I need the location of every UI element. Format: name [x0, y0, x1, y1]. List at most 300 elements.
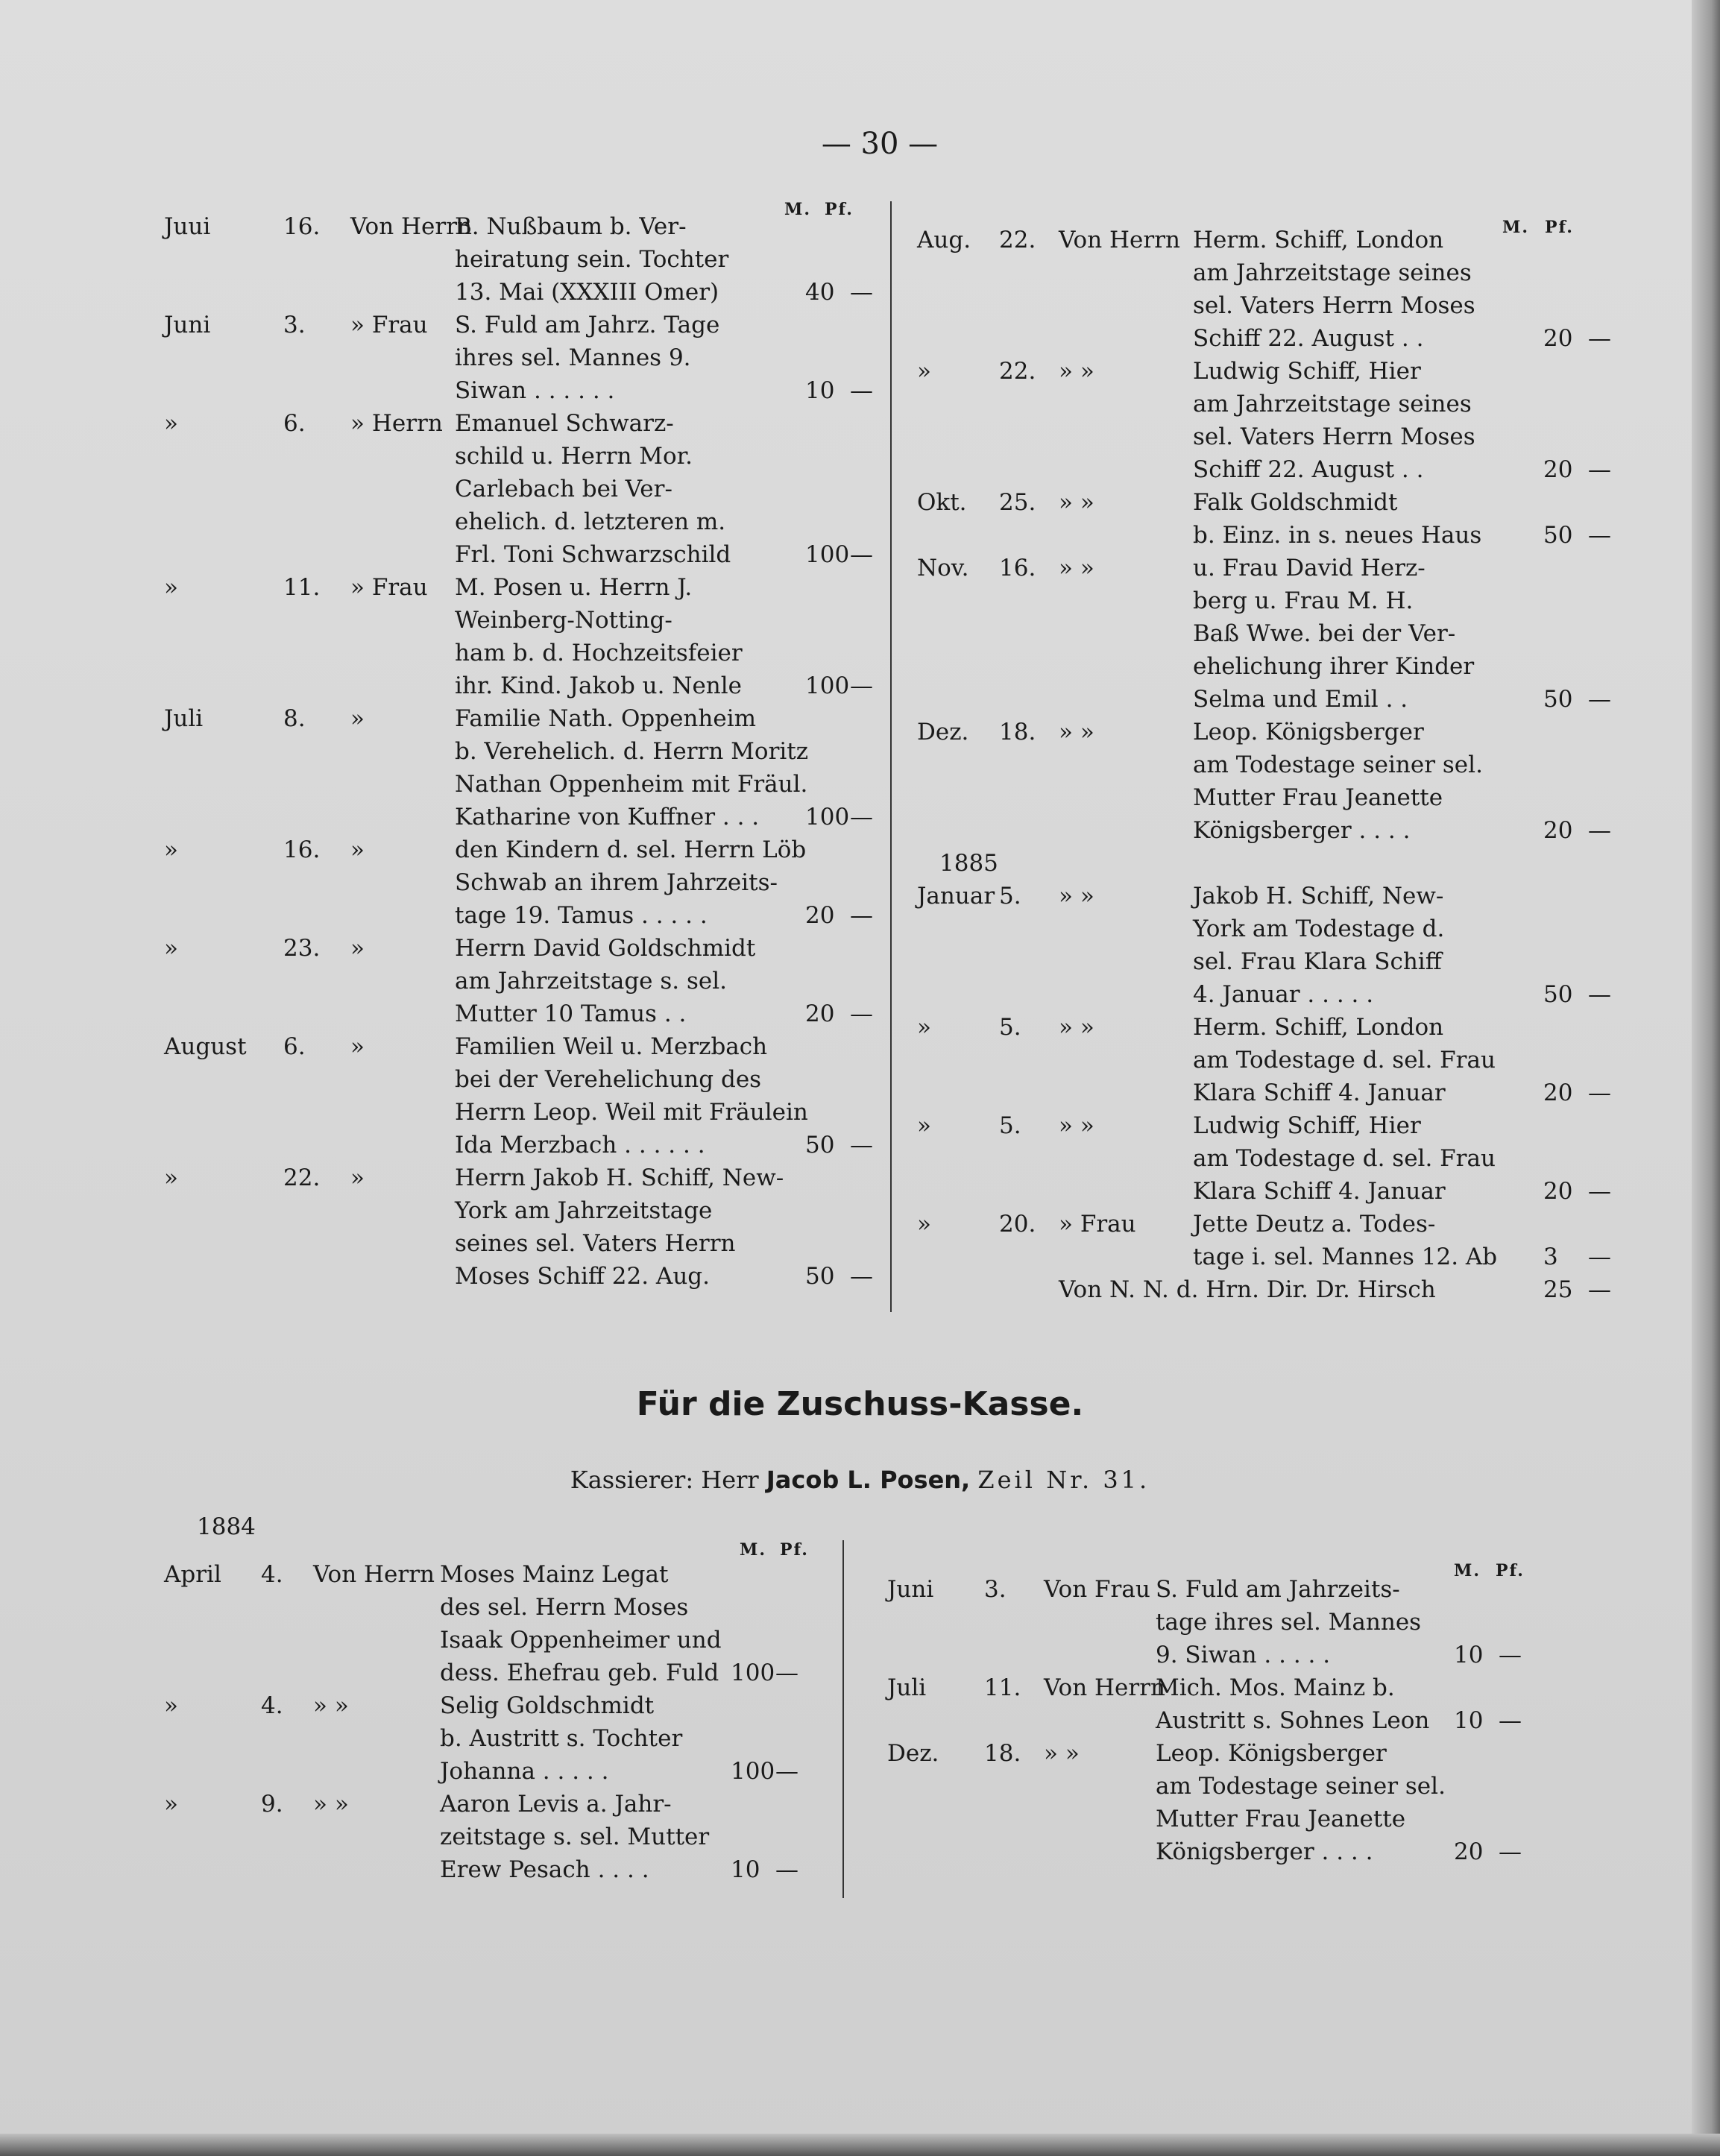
- entry-day: 18.: [984, 1740, 1021, 1767]
- entry-amount-mark: 20: [1543, 325, 1573, 352]
- entry-amount-mark: 10: [1454, 1707, 1484, 1734]
- entry-amount-pf: —: [850, 377, 873, 404]
- year-1884: 1884: [197, 1513, 256, 1540]
- entry-line: [917, 781, 1618, 814]
- entry-amount-pf: —: [1588, 1079, 1611, 1106]
- entry-line: [917, 650, 1618, 683]
- entry-amount-pf: —: [1588, 817, 1611, 844]
- entry-month: »: [164, 935, 178, 962]
- column-header-m-bottom: M.: [740, 1540, 767, 1560]
- entry-line: [917, 256, 1618, 289]
- entry-donor-prefix: » »: [313, 1791, 349, 1818]
- entry-month: »: [917, 1014, 931, 1041]
- entry-line: [164, 538, 873, 571]
- donation-list-top-right: [917, 224, 1618, 1306]
- entry-text: Von N. N. d. Hrn. Dir. Dr. Hirsch: [1059, 1276, 1436, 1303]
- entry-text: zeitstage s. sel. Mutter: [440, 1824, 710, 1850]
- entry-month: Juui: [164, 213, 211, 240]
- entry-donor-prefix: » »: [1059, 1112, 1094, 1139]
- entry-amount-pf: —: [850, 804, 873, 830]
- entry-text: Königsberger . . . .: [1193, 817, 1411, 844]
- entry-line: [917, 945, 1618, 978]
- entry-amount-pf: —: [850, 1000, 873, 1027]
- entry-text: Katharine von Kuffner . . .: [455, 804, 760, 830]
- entry-text: Mutter Frau Jeanette: [1193, 784, 1443, 811]
- entry-amount-pf: —: [850, 1132, 873, 1159]
- entry-line: [917, 355, 1618, 388]
- entry-amount-pf: —: [1588, 686, 1611, 713]
- entry-line: [917, 1273, 1618, 1306]
- entry-text: tage i. sel. Mannes 12. Ab: [1193, 1244, 1498, 1270]
- entry-amount-mark: 50: [1543, 522, 1573, 549]
- entry-amount-mark: 20: [805, 902, 835, 929]
- entry-line: [917, 880, 1618, 912]
- ledger-entry: [164, 702, 873, 833]
- entry-line: [917, 912, 1618, 945]
- entry-line: [164, 866, 850, 899]
- entry-donor-prefix: » »: [313, 1692, 349, 1719]
- entry-text: ehelichung ihrer Kinder: [1193, 653, 1475, 680]
- entry-line: [887, 1671, 1558, 1704]
- entry-donor-prefix: Von Herrn: [1059, 227, 1181, 253]
- entry-text: Jette Deutz a. Todes-: [1193, 1211, 1436, 1238]
- entry-month: »: [164, 410, 178, 437]
- entry-amount-mark: 100: [805, 672, 850, 699]
- entry-text: Ludwig Schiff, Hier: [1193, 358, 1421, 385]
- entry-text: Erew Pesach . . . .: [440, 1856, 649, 1883]
- entry-month: April: [164, 1561, 221, 1588]
- entry-text: 4. Januar . . . . .: [1193, 981, 1374, 1008]
- entry-text: Siwan . . . . . .: [455, 377, 615, 404]
- entry-line: [164, 1227, 850, 1260]
- entry-text: ihr. Kind. Jakob u. Nenle: [455, 672, 743, 699]
- entry-text: am Todestage seiner sel.: [1193, 751, 1483, 778]
- kassierer-label: Kassierer:: [570, 1466, 694, 1494]
- entry-line: [164, 1194, 850, 1227]
- entry-amount-mark: 50: [1543, 686, 1573, 713]
- entry-text: am Todestage d. sel. Frau: [1193, 1145, 1496, 1172]
- entry-line: [917, 552, 1618, 584]
- entry-text: schild u. Herrn Mor.: [455, 443, 693, 470]
- year-label: 1885: [939, 850, 998, 877]
- entry-text: Selma und Emil . .: [1193, 686, 1408, 713]
- entry-text: Austritt s. Sohnes Leon: [1156, 1707, 1430, 1734]
- entry-month: Dez.: [887, 1740, 939, 1767]
- entry-text: Nathan Oppenheim mit Fräul.: [455, 771, 808, 798]
- entry-month: »: [917, 1112, 931, 1139]
- entry-line: [164, 571, 850, 604]
- entry-amount-mark: 3: [1543, 1244, 1558, 1270]
- entry-line: [164, 1755, 820, 1788]
- entry-text: ham b. d. Hochzeitsfeier: [455, 640, 743, 666]
- entry-month: »: [917, 358, 931, 385]
- entry-amount-pf: —: [850, 902, 873, 929]
- entry-line: [887, 1573, 1558, 1606]
- entry-month: »: [164, 1164, 178, 1191]
- entry-donor-prefix: » »: [1059, 883, 1094, 910]
- ledger-entry: [164, 1030, 873, 1161]
- entry-line: [164, 1788, 820, 1821]
- ledger-entry: [887, 1671, 1558, 1737]
- ledger-entry: [887, 1573, 1558, 1671]
- entry-text: Familien Weil u. Merzbach: [455, 1033, 768, 1060]
- ledger-entry: [917, 224, 1618, 355]
- entry-line: [164, 1821, 820, 1853]
- entry-donor-prefix: »: [350, 1033, 365, 1060]
- entry-line: [164, 1030, 850, 1063]
- entry-text: ihres sel. Mannes 9.: [455, 344, 691, 371]
- entry-amount-mark: 20: [1543, 456, 1573, 483]
- entry-day: 5.: [999, 883, 1021, 910]
- entry-day: 22.: [999, 358, 1036, 385]
- entry-month: Okt.: [917, 489, 967, 516]
- entry-line: [917, 814, 1618, 847]
- page-bottom-shadow: [0, 2134, 1720, 2156]
- entry-line: [164, 1591, 820, 1624]
- entry-line: [917, 322, 1618, 355]
- entry-line: [917, 617, 1618, 650]
- entry-amount-pf: —: [1588, 325, 1611, 352]
- entry-line: [917, 1109, 1618, 1142]
- entry-amount-pf: —: [1499, 1707, 1522, 1734]
- ledger-entry: [164, 932, 873, 1030]
- entry-text: den Kindern d. sel. Herrn Löb: [455, 836, 807, 863]
- entry-month: August: [164, 1033, 247, 1060]
- entry-text: ehelich. d. letzteren m.: [455, 508, 726, 535]
- entry-month: Aug.: [917, 227, 971, 253]
- entry-day: 23.: [283, 935, 321, 962]
- entry-month: »: [164, 1791, 178, 1818]
- entry-amount-pf: —: [850, 541, 873, 568]
- entry-amount-mark: 100: [731, 1659, 775, 1686]
- entry-line: [887, 1803, 1558, 1835]
- entry-day: 16.: [283, 836, 321, 863]
- entry-amount-mark: 100: [805, 804, 850, 830]
- entry-line: [887, 1770, 1558, 1803]
- entry-donor-prefix: » Frau: [1059, 1211, 1136, 1238]
- entry-amount-pf: —: [1588, 1244, 1611, 1270]
- entry-text: sel. Vaters Herrn Moses: [1193, 292, 1475, 319]
- entry-text: Leop. Königsberger: [1156, 1740, 1387, 1767]
- entry-month: Januar: [917, 883, 995, 910]
- entry-day: 5.: [999, 1112, 1021, 1139]
- ledger-entry: [164, 309, 873, 407]
- entry-text: Frl. Toni Schwarzschild: [455, 541, 731, 568]
- entry-text: Falk Goldschmidt: [1193, 489, 1398, 516]
- entry-text: b. Verehelich. d. Herrn Moritz: [455, 738, 809, 765]
- entry-line: [917, 1011, 1618, 1044]
- entry-month: Juli: [164, 705, 204, 732]
- entry-month: Juni: [164, 312, 211, 338]
- entry-amount-pf: —: [1588, 522, 1611, 549]
- section-heading: Für die Zuschuss-Kasse.: [636, 1385, 1084, 1423]
- kassierer-title: Herr: [701, 1466, 759, 1494]
- entry-line: [164, 1161, 850, 1194]
- entry-amount-mark: 10: [805, 377, 835, 404]
- kassierer-address: Zeil Nr. 31.: [977, 1466, 1150, 1494]
- entry-line: [917, 224, 1618, 256]
- entry-donor-prefix: » »: [1059, 1014, 1094, 1041]
- ledger-entry: [917, 355, 1618, 486]
- ledger-entry: [164, 407, 873, 571]
- entry-amount-pf: —: [775, 1856, 798, 1883]
- entry-day: 11.: [283, 574, 321, 601]
- entry-line: [164, 833, 850, 866]
- entry-amount-pf: —: [850, 672, 873, 699]
- entry-line: [917, 519, 1618, 552]
- entry-text: u. Frau David Herz-: [1193, 555, 1426, 581]
- ledger-entry: [917, 847, 1618, 1011]
- entry-day: 20.: [999, 1211, 1036, 1238]
- entry-day: 8.: [283, 705, 306, 732]
- entry-amount-mark: 100: [805, 541, 850, 568]
- entry-donor-prefix: »: [350, 1164, 365, 1191]
- entry-amount-mark: 50: [805, 1132, 835, 1159]
- ledger-entry: [164, 833, 873, 932]
- entry-line: [164, 1624, 820, 1657]
- ledger-entry: [917, 486, 1618, 552]
- entry-text: Aaron Levis a. Jahr-: [440, 1791, 672, 1818]
- entry-month: »: [917, 1211, 931, 1238]
- entry-text: Leop. Königsberger: [1193, 719, 1424, 746]
- entry-line: [164, 1260, 873, 1293]
- entry-line: [917, 584, 1618, 617]
- ledger-entry: [917, 716, 1618, 847]
- entry-line: [164, 505, 850, 538]
- entry-amount-mark: 25: [1543, 1276, 1573, 1303]
- entry-text: 13. Mai (XXXIII Omer): [455, 279, 719, 306]
- entry-donor-prefix: » »: [1059, 358, 1094, 385]
- entry-text: Ida Merzbach . . . . . .: [455, 1132, 705, 1159]
- entry-amount-pf: —: [1588, 456, 1611, 483]
- entry-amount-pf: —: [1499, 1838, 1522, 1865]
- entry-day: 4.: [261, 1561, 283, 1588]
- entry-line: [917, 1077, 1618, 1109]
- entry-line: [887, 1606, 1558, 1639]
- entry-donor-prefix: »: [350, 935, 365, 962]
- entry-donor-prefix: Von Herrn: [313, 1561, 435, 1588]
- entry-line: [164, 801, 873, 833]
- entry-text: Schiff 22. August . .: [1193, 456, 1424, 483]
- entry-text: Emanuel Schwarz-: [455, 410, 674, 437]
- entry-text: bei der Verehelichung des: [455, 1066, 762, 1093]
- ledger-entry: [164, 1161, 873, 1293]
- entry-line: [917, 453, 1618, 486]
- entry-text: Ludwig Schiff, Hier: [1193, 1112, 1421, 1139]
- ledger-entry: [917, 1109, 1618, 1208]
- entry-donor-prefix: » Frau: [350, 312, 428, 338]
- entry-amount-pf: —: [775, 1659, 798, 1686]
- entry-line: [164, 1853, 820, 1886]
- entry-amount-mark: 100: [731, 1758, 775, 1785]
- entry-text: Jakob H. Schiff, New-: [1193, 883, 1444, 910]
- entry-line: [917, 1142, 1618, 1175]
- entry-text: heiratung sein. Tochter: [455, 246, 729, 273]
- entry-text: am Todestage seiner sel.: [1156, 1773, 1446, 1800]
- entry-line: [164, 637, 850, 669]
- entry-line: [887, 1835, 1558, 1868]
- column-header-m-right: M.: [1502, 218, 1530, 237]
- entry-day: 22.: [283, 1164, 321, 1191]
- entry-line: [917, 683, 1618, 716]
- entry-line: [164, 702, 850, 735]
- entry-donor-prefix: » »: [1044, 1740, 1080, 1767]
- entry-text: Herrn Jakob H. Schiff, New-: [455, 1164, 784, 1191]
- ledger-entry: [164, 1558, 820, 1689]
- page-number: — 30 —: [821, 127, 939, 161]
- entry-day: 11.: [984, 1674, 1021, 1701]
- column-header-pf-right: Pf.: [1545, 218, 1574, 237]
- entry-text: S. Fuld am Jahrz. Tage: [455, 312, 720, 338]
- entry-text: York am Jahrzeitstage: [455, 1197, 713, 1224]
- entry-text: Mutter 10 Tamus . .: [455, 1000, 687, 1027]
- entry-line: [164, 473, 850, 505]
- page-edge-shadow: [1692, 0, 1720, 2156]
- entry-line: [887, 1704, 1558, 1737]
- entry-day: 16.: [283, 213, 321, 240]
- entry-text: Mutter Frau Jeanette: [1156, 1806, 1406, 1832]
- entry-month: »: [164, 574, 178, 601]
- entry-line: [917, 978, 1618, 1011]
- entry-text: b. Austritt s. Tochter: [440, 1725, 683, 1752]
- entry-text: Carlebach bei Ver-: [455, 476, 672, 502]
- ledger-entry: [164, 571, 873, 702]
- entry-line: [917, 1044, 1618, 1077]
- entry-text: dess. Ehefrau geb. Fuld: [440, 1659, 719, 1686]
- entry-text: am Jahrzeitstage seines: [1193, 391, 1472, 417]
- entry-line: [164, 1657, 820, 1689]
- entry-text: Herrn David Goldschmidt: [455, 935, 756, 962]
- entry-line: [164, 768, 850, 801]
- entry-text: Klara Schiff 4. Januar: [1193, 1079, 1446, 1106]
- entry-text: sel. Vaters Herrn Moses: [1193, 423, 1475, 450]
- entry-line: [164, 1129, 873, 1161]
- entry-month: Nov.: [917, 555, 969, 581]
- entry-amount-mark: 20: [1543, 1178, 1573, 1205]
- column-header-pf: Pf.: [825, 200, 854, 219]
- entry-text: Moses Mainz Legat: [440, 1561, 669, 1588]
- entry-amount-mark: 20: [1543, 1079, 1573, 1106]
- entry-text: Klara Schiff 4. Januar: [1193, 1178, 1446, 1205]
- entry-line: [164, 604, 850, 637]
- entry-text: am Todestage d. sel. Frau: [1193, 1047, 1496, 1074]
- entry-line: [164, 309, 850, 341]
- ledger-entry: [164, 1689, 820, 1788]
- entry-text: des sel. Herrn Moses: [440, 1594, 689, 1621]
- entry-line: [164, 276, 873, 309]
- entry-donor-prefix: Von Frau: [1044, 1576, 1150, 1603]
- entry-text: Moses Schiff 22. Aug.: [455, 1263, 710, 1290]
- entry-amount-mark: 10: [731, 1856, 760, 1883]
- entry-day: 18.: [999, 719, 1036, 746]
- entry-text: seines sel. Vaters Herrn: [455, 1230, 736, 1257]
- donation-list-top-left: [164, 210, 873, 1293]
- entry-line: [164, 440, 850, 473]
- entry-month: »: [164, 836, 178, 863]
- entry-text: berg u. Frau M. H.: [1193, 587, 1414, 614]
- entry-day: 22.: [999, 227, 1036, 253]
- entry-month: »: [164, 1692, 178, 1719]
- ledger-entry: [164, 210, 873, 309]
- entry-line: [164, 735, 850, 768]
- entry-month: Juli: [887, 1674, 927, 1701]
- entry-amount-pf: —: [775, 1758, 798, 1785]
- entry-line: [164, 669, 873, 702]
- entry-amount-mark: 40: [805, 279, 835, 306]
- entry-text: Königsberger . . . .: [1156, 1838, 1373, 1865]
- entry-day: 5.: [999, 1014, 1021, 1041]
- entry-amount-mark: 50: [1543, 981, 1573, 1008]
- entry-day: 6.: [283, 410, 306, 437]
- column-divider: [890, 201, 892, 1312]
- entry-amount-pf: —: [850, 1263, 873, 1290]
- column-header-pf-bottom-right: Pf.: [1496, 1561, 1525, 1580]
- entry-text: Familie Nath. Oppenheim: [455, 705, 756, 732]
- entry-line: [164, 407, 850, 440]
- entry-line: [917, 388, 1618, 420]
- entry-line: [164, 1558, 820, 1591]
- entry-line: [917, 420, 1618, 453]
- entry-line: [164, 1096, 850, 1129]
- entry-donor-prefix: » Frau: [350, 574, 428, 601]
- entry-text: Herm. Schiff, London: [1193, 1014, 1444, 1041]
- entry-line: [164, 965, 850, 997]
- entry-line: [164, 932, 850, 965]
- column-header-m-bottom-right: M.: [1454, 1561, 1481, 1580]
- entry-month: Dez.: [917, 719, 969, 746]
- entry-amount-pf: —: [850, 279, 873, 306]
- entry-amount-pf: —: [1588, 981, 1611, 1008]
- entry-text: b. Einz. in s. neues Haus: [1193, 522, 1482, 549]
- entry-text: M. Posen u. Herrn J.: [455, 574, 693, 601]
- entry-text: Weinberg-Notting-: [455, 607, 672, 634]
- column-divider-bottom: [842, 1540, 844, 1898]
- ledger-entry: [164, 1788, 820, 1886]
- entry-line: [917, 486, 1618, 519]
- entry-line: [917, 1175, 1618, 1208]
- entry-text: Isaak Oppenheimer und: [440, 1627, 722, 1654]
- entry-line: [887, 1737, 1558, 1770]
- entry-donor-prefix: »: [350, 836, 365, 863]
- entry-donor-prefix: » »: [1059, 719, 1094, 746]
- ledger-entry: [917, 1011, 1618, 1109]
- ledger-entry: [917, 552, 1618, 716]
- year-line: [917, 847, 1618, 880]
- entry-day: 25.: [999, 489, 1036, 516]
- entry-text: sel. Frau Klara Schiff: [1193, 948, 1442, 975]
- entry-line: [164, 997, 873, 1030]
- entry-text: tage 19. Tamus . . . . .: [455, 902, 708, 929]
- entry-line: [164, 210, 850, 243]
- entry-text: Baß Wwe. bei der Ver-: [1193, 620, 1456, 647]
- donation-list-bottom-right: [887, 1573, 1558, 1868]
- entry-amount-mark: 20: [1543, 817, 1573, 844]
- entry-text: B. Nußbaum b. Ver-: [455, 213, 687, 240]
- kassierer-line: [0, 1466, 1720, 1494]
- entry-line: [917, 1241, 1618, 1273]
- entry-text: Selig Goldschmidt: [440, 1692, 655, 1719]
- entry-donor-prefix: Von Herrn: [350, 213, 473, 240]
- entry-text: S. Fuld am Jahrzeits-: [1156, 1576, 1400, 1603]
- entry-amount-mark: 20: [805, 1000, 835, 1027]
- entry-text: Herrn Leop. Weil mit Fräulein: [455, 1099, 808, 1126]
- entry-donor-prefix: Von Herrn: [1044, 1674, 1166, 1701]
- entry-amount-pf: —: [1588, 1276, 1611, 1303]
- entry-day: 16.: [999, 555, 1036, 581]
- entry-amount-mark: 10: [1454, 1642, 1484, 1668]
- entry-text: tage ihres sel. Mannes: [1156, 1609, 1422, 1636]
- entry-text: Mich. Mos. Mainz b.: [1156, 1674, 1395, 1701]
